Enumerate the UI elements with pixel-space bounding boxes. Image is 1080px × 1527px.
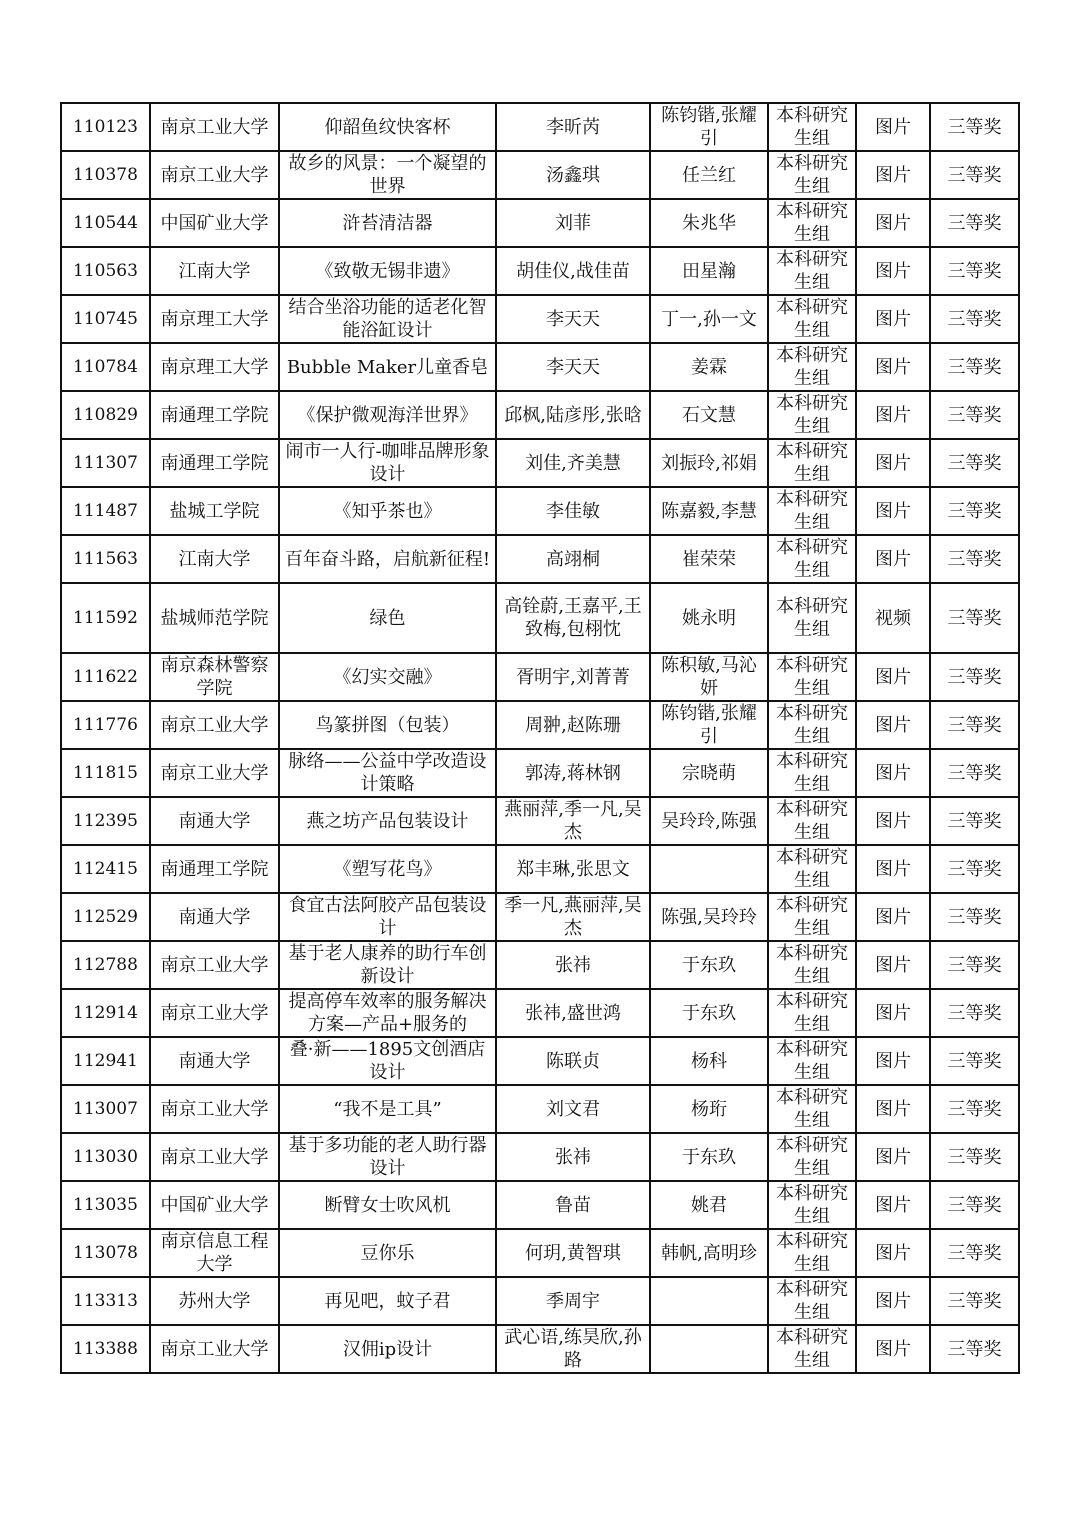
work-title-cell: 提高停车效率的服务解决方案—产品+服务的 — [279, 989, 496, 1037]
school-cell: 江南大学 — [150, 535, 279, 583]
category-cell: 图片 — [856, 797, 930, 845]
school-cell: 南通大学 — [150, 893, 279, 941]
group-cell: 本科研究生组 — [768, 199, 856, 247]
category-cell: 图片 — [856, 1181, 930, 1229]
school-cell: 南京理工大学 — [150, 295, 279, 343]
entry-id-cell: 110123 — [61, 103, 150, 151]
advisors-cell: 于东玖 — [650, 941, 768, 989]
award-cell: 三等奖 — [930, 151, 1019, 199]
advisors-cell: 吴玲玲,陈强 — [650, 797, 768, 845]
work-title-cell: 《知乎茶也》 — [279, 487, 496, 535]
table-row — [61, 247, 1019, 295]
table-row — [61, 583, 1019, 653]
table-row — [61, 1133, 1019, 1181]
work-title-cell: 再见吧，蚊子君 — [279, 1277, 496, 1325]
advisors-cell: 田星瀚 — [650, 247, 768, 295]
award-cell: 三等奖 — [930, 391, 1019, 439]
category-cell: 图片 — [856, 845, 930, 893]
entry-id-cell: 112788 — [61, 941, 150, 989]
category-cell: 图片 — [856, 893, 930, 941]
school-cell: 南京工业大学 — [150, 701, 279, 749]
school-cell: 南京工业大学 — [150, 151, 279, 199]
school-cell: 南通理工学院 — [150, 391, 279, 439]
table-row — [61, 941, 1019, 989]
group-cell: 本科研究生组 — [768, 1085, 856, 1133]
table-row — [61, 343, 1019, 391]
table-row — [61, 1229, 1019, 1277]
advisors-cell: 杨珩 — [650, 1085, 768, 1133]
advisors-cell — [650, 1277, 768, 1325]
award-cell: 三等奖 — [930, 989, 1019, 1037]
authors-cell: 刘菲 — [496, 199, 650, 247]
authors-cell: 鲁苗 — [496, 1181, 650, 1229]
category-cell: 图片 — [856, 343, 930, 391]
group-cell: 本科研究生组 — [768, 487, 856, 535]
authors-cell: 李佳敏 — [496, 487, 650, 535]
work-title-cell: 断臂女士吹风机 — [279, 1181, 496, 1229]
award-cell: 三等奖 — [930, 247, 1019, 295]
group-cell: 本科研究生组 — [768, 151, 856, 199]
group-cell: 本科研究生组 — [768, 701, 856, 749]
work-title-cell: 百年奋斗路，启航新征程! — [279, 535, 496, 583]
category-cell: 图片 — [856, 653, 930, 701]
category-cell: 图片 — [856, 247, 930, 295]
authors-cell: 燕丽萍,季一凡,吴杰 — [496, 797, 650, 845]
award-cell: 三等奖 — [930, 893, 1019, 941]
school-cell: 南京工业大学 — [150, 941, 279, 989]
school-cell: 南通大学 — [150, 797, 279, 845]
authors-cell: 武心语,练昊欣,孙路 — [496, 1325, 650, 1373]
awards-table — [60, 102, 1020, 1374]
group-cell: 本科研究生组 — [768, 103, 856, 151]
group-cell: 本科研究生组 — [768, 439, 856, 487]
entry-id-cell: 111592 — [61, 583, 150, 653]
school-cell: 南京工业大学 — [150, 989, 279, 1037]
category-cell: 图片 — [856, 295, 930, 343]
advisors-cell: 于东玖 — [650, 1133, 768, 1181]
award-cell: 三等奖 — [930, 1037, 1019, 1085]
advisors-cell: 陈钧锴,张耀引 — [650, 701, 768, 749]
advisors-cell — [650, 1325, 768, 1373]
group-cell: 本科研究生组 — [768, 1181, 856, 1229]
advisors-cell: 于东玖 — [650, 989, 768, 1037]
school-cell: 盐城师范学院 — [150, 583, 279, 653]
category-cell: 图片 — [856, 1037, 930, 1085]
award-cell: 三等奖 — [930, 1181, 1019, 1229]
work-title-cell: 汉佣ip设计 — [279, 1325, 496, 1373]
work-title-cell: 浒苔清洁器 — [279, 199, 496, 247]
work-title-cell: 故乡的风景：一个凝望的世界 — [279, 151, 496, 199]
work-title-cell: 《幻实交融》 — [279, 653, 496, 701]
category-cell: 图片 — [856, 103, 930, 151]
authors-cell: 周翀,赵陈珊 — [496, 701, 650, 749]
category-cell: 图片 — [856, 749, 930, 797]
advisors-cell: 陈钧锴,张耀引 — [650, 103, 768, 151]
work-title-cell: 食宜古法阿胶产品包装设计 — [279, 893, 496, 941]
group-cell: 本科研究生组 — [768, 941, 856, 989]
work-title-cell: 脉络——公益中学改造设计策略 — [279, 749, 496, 797]
category-cell: 图片 — [856, 391, 930, 439]
award-cell: 三等奖 — [930, 199, 1019, 247]
authors-cell: 高铨蔚,王嘉平,王致梅,包栩忱 — [496, 583, 650, 653]
award-cell: 三等奖 — [930, 1229, 1019, 1277]
table-row — [61, 439, 1019, 487]
entry-id-cell: 110378 — [61, 151, 150, 199]
table-row — [61, 845, 1019, 893]
advisors-cell — [650, 845, 768, 893]
advisors-cell: 韩帆,高明珍 — [650, 1229, 768, 1277]
work-title-cell: 豆你乐 — [279, 1229, 496, 1277]
work-title-cell: 《致敬无锡非遗》 — [279, 247, 496, 295]
group-cell: 本科研究生组 — [768, 797, 856, 845]
advisors-cell: 刘振玲,祁娟 — [650, 439, 768, 487]
award-cell: 三等奖 — [930, 1325, 1019, 1373]
work-title-cell: Bubble Maker儿童香皂 — [279, 343, 496, 391]
authors-cell: 张祎,盛世鸿 — [496, 989, 650, 1037]
school-cell: 南通大学 — [150, 1037, 279, 1085]
award-cell: 三等奖 — [930, 701, 1019, 749]
table-row — [61, 199, 1019, 247]
group-cell: 本科研究生组 — [768, 845, 856, 893]
school-cell: 中国矿业大学 — [150, 199, 279, 247]
group-cell: 本科研究生组 — [768, 583, 856, 653]
group-cell: 本科研究生组 — [768, 343, 856, 391]
group-cell: 本科研究生组 — [768, 295, 856, 343]
advisors-cell: 杨科 — [650, 1037, 768, 1085]
table-row — [61, 103, 1019, 151]
awards-table-body — [61, 103, 1019, 1373]
authors-cell: 李天天 — [496, 343, 650, 391]
school-cell: 南京工业大学 — [150, 103, 279, 151]
authors-cell: 季周宇 — [496, 1277, 650, 1325]
authors-cell: 刘文君 — [496, 1085, 650, 1133]
entry-id-cell: 112941 — [61, 1037, 150, 1085]
table-row — [61, 1181, 1019, 1229]
advisors-cell: 丁一,孙一文 — [650, 295, 768, 343]
authors-cell: 陈联贞 — [496, 1037, 650, 1085]
category-cell: 图片 — [856, 1133, 930, 1181]
table-row — [61, 797, 1019, 845]
table-row — [61, 1085, 1019, 1133]
award-cell: 三等奖 — [930, 1277, 1019, 1325]
school-cell: 南京工业大学 — [150, 1133, 279, 1181]
authors-cell: 郭涛,蒋林钢 — [496, 749, 650, 797]
category-cell: 图片 — [856, 701, 930, 749]
advisors-cell: 姜霖 — [650, 343, 768, 391]
group-cell: 本科研究生组 — [768, 1037, 856, 1085]
category-cell: 图片 — [856, 1325, 930, 1373]
school-cell: 南京工业大学 — [150, 749, 279, 797]
table-row — [61, 1277, 1019, 1325]
category-cell: 图片 — [856, 989, 930, 1037]
entry-id-cell: 112529 — [61, 893, 150, 941]
advisors-cell: 陈嘉毅,李慧 — [650, 487, 768, 535]
authors-cell: 季一凡,燕丽萍,吴杰 — [496, 893, 650, 941]
authors-cell: 胥明宇,刘菁菁 — [496, 653, 650, 701]
entry-id-cell: 113388 — [61, 1325, 150, 1373]
entry-id-cell: 111563 — [61, 535, 150, 583]
advisors-cell: 陈强,吴玲玲 — [650, 893, 768, 941]
entry-id-cell: 113030 — [61, 1133, 150, 1181]
award-cell: 三等奖 — [930, 535, 1019, 583]
advisors-cell: 崔荣荣 — [650, 535, 768, 583]
authors-cell: 郑丰琳,张思文 — [496, 845, 650, 893]
entry-id-cell: 110563 — [61, 247, 150, 295]
work-title-cell: 《塑写花鸟》 — [279, 845, 496, 893]
entry-id-cell: 112914 — [61, 989, 150, 1037]
award-cell: 三等奖 — [930, 583, 1019, 653]
advisors-cell: 姚君 — [650, 1181, 768, 1229]
award-cell: 三等奖 — [930, 487, 1019, 535]
group-cell: 本科研究生组 — [768, 989, 856, 1037]
table-row — [61, 701, 1019, 749]
category-cell: 图片 — [856, 151, 930, 199]
category-cell: 图片 — [856, 487, 930, 535]
category-cell: 图片 — [856, 1277, 930, 1325]
group-cell: 本科研究生组 — [768, 391, 856, 439]
table-row — [61, 1325, 1019, 1373]
award-cell: 三等奖 — [930, 653, 1019, 701]
work-title-cell: 叠·新——1895文创酒店设计 — [279, 1037, 496, 1085]
entry-id-cell: 111622 — [61, 653, 150, 701]
table-row — [61, 535, 1019, 583]
award-cell: 三等奖 — [930, 439, 1019, 487]
authors-cell: 胡佳仪,战佳苗 — [496, 247, 650, 295]
advisors-cell: 宗晓萌 — [650, 749, 768, 797]
work-title-cell: 《保护微观海洋世界》 — [279, 391, 496, 439]
authors-cell: 何玥,黄智琪 — [496, 1229, 650, 1277]
school-cell: 南京工业大学 — [150, 1085, 279, 1133]
table-row — [61, 151, 1019, 199]
table-row — [61, 749, 1019, 797]
category-cell: 图片 — [856, 199, 930, 247]
entry-id-cell: 113313 — [61, 1277, 150, 1325]
work-title-cell: 结合坐浴功能的适老化智能浴缸设计 — [279, 295, 496, 343]
table-row — [61, 487, 1019, 535]
entry-id-cell: 111815 — [61, 749, 150, 797]
award-cell: 三等奖 — [930, 941, 1019, 989]
work-title-cell: 基于多功能的老人助行器设计 — [279, 1133, 496, 1181]
work-title-cell: 绿色 — [279, 583, 496, 653]
entry-id-cell: 112415 — [61, 845, 150, 893]
advisors-cell: 朱兆华 — [650, 199, 768, 247]
category-cell: 图片 — [856, 535, 930, 583]
table-row — [61, 295, 1019, 343]
table-row — [61, 391, 1019, 439]
advisors-cell: 任兰红 — [650, 151, 768, 199]
group-cell: 本科研究生组 — [768, 1325, 856, 1373]
entry-id-cell: 111487 — [61, 487, 150, 535]
group-cell: 本科研究生组 — [768, 749, 856, 797]
authors-cell: 李昕芮 — [496, 103, 650, 151]
group-cell: 本科研究生组 — [768, 893, 856, 941]
award-cell: 三等奖 — [930, 845, 1019, 893]
entry-id-cell: 110745 — [61, 295, 150, 343]
category-cell: 图片 — [856, 1229, 930, 1277]
entry-id-cell: 112395 — [61, 797, 150, 845]
group-cell: 本科研究生组 — [768, 247, 856, 295]
entry-id-cell: 110544 — [61, 199, 150, 247]
category-cell: 图片 — [856, 439, 930, 487]
award-cell: 三等奖 — [930, 1085, 1019, 1133]
authors-cell: 张祎 — [496, 1133, 650, 1181]
authors-cell: 汤鑫琪 — [496, 151, 650, 199]
work-title-cell: 基于老人康养的助行车创新设计 — [279, 941, 496, 989]
entry-id-cell: 113078 — [61, 1229, 150, 1277]
table-row — [61, 653, 1019, 701]
school-cell: 盐城工学院 — [150, 487, 279, 535]
school-cell: 南京工业大学 — [150, 1325, 279, 1373]
entry-id-cell: 111307 — [61, 439, 150, 487]
authors-cell: 高翊桐 — [496, 535, 650, 583]
advisors-cell: 姚永明 — [650, 583, 768, 653]
school-cell: 苏州大学 — [150, 1277, 279, 1325]
entry-id-cell: 113035 — [61, 1181, 150, 1229]
table-row — [61, 893, 1019, 941]
authors-cell: 张祎 — [496, 941, 650, 989]
award-cell: 三等奖 — [930, 749, 1019, 797]
entry-id-cell: 111776 — [61, 701, 150, 749]
award-cell: 三等奖 — [930, 103, 1019, 151]
school-cell: 南京理工大学 — [150, 343, 279, 391]
work-title-cell: “我不是工具” — [279, 1085, 496, 1133]
work-title-cell: 鸟篆拼图（包装） — [279, 701, 496, 749]
table-row — [61, 1037, 1019, 1085]
group-cell: 本科研究生组 — [768, 1229, 856, 1277]
work-title-cell: 闹市一人行-咖啡品牌形象设计 — [279, 439, 496, 487]
authors-cell: 李天天 — [496, 295, 650, 343]
category-cell: 图片 — [856, 1085, 930, 1133]
table-row — [61, 989, 1019, 1037]
school-cell: 南京森林警察学院 — [150, 653, 279, 701]
entry-id-cell: 110829 — [61, 391, 150, 439]
category-cell: 图片 — [856, 941, 930, 989]
school-cell: 南通理工学院 — [150, 439, 279, 487]
category-cell: 视频 — [856, 583, 930, 653]
entry-id-cell: 113007 — [61, 1085, 150, 1133]
work-title-cell: 仰韶鱼纹快客杯 — [279, 103, 496, 151]
school-cell: 中国矿业大学 — [150, 1181, 279, 1229]
entry-id-cell: 110784 — [61, 343, 150, 391]
award-cell: 三等奖 — [930, 343, 1019, 391]
school-cell: 江南大学 — [150, 247, 279, 295]
advisors-cell: 石文慧 — [650, 391, 768, 439]
work-title-cell: 燕之坊产品包装设计 — [279, 797, 496, 845]
award-cell: 三等奖 — [930, 1133, 1019, 1181]
school-cell: 南通理工学院 — [150, 845, 279, 893]
authors-cell: 刘佳,齐美慧 — [496, 439, 650, 487]
authors-cell: 邱枫,陆彦彤,张晗 — [496, 391, 650, 439]
award-cell: 三等奖 — [930, 295, 1019, 343]
group-cell: 本科研究生组 — [768, 1277, 856, 1325]
advisors-cell: 陈积敏,马沁妍 — [650, 653, 768, 701]
award-cell: 三等奖 — [930, 797, 1019, 845]
school-cell: 南京信息工程大学 — [150, 1229, 279, 1277]
group-cell: 本科研究生组 — [768, 535, 856, 583]
group-cell: 本科研究生组 — [768, 653, 856, 701]
group-cell: 本科研究生组 — [768, 1133, 856, 1181]
